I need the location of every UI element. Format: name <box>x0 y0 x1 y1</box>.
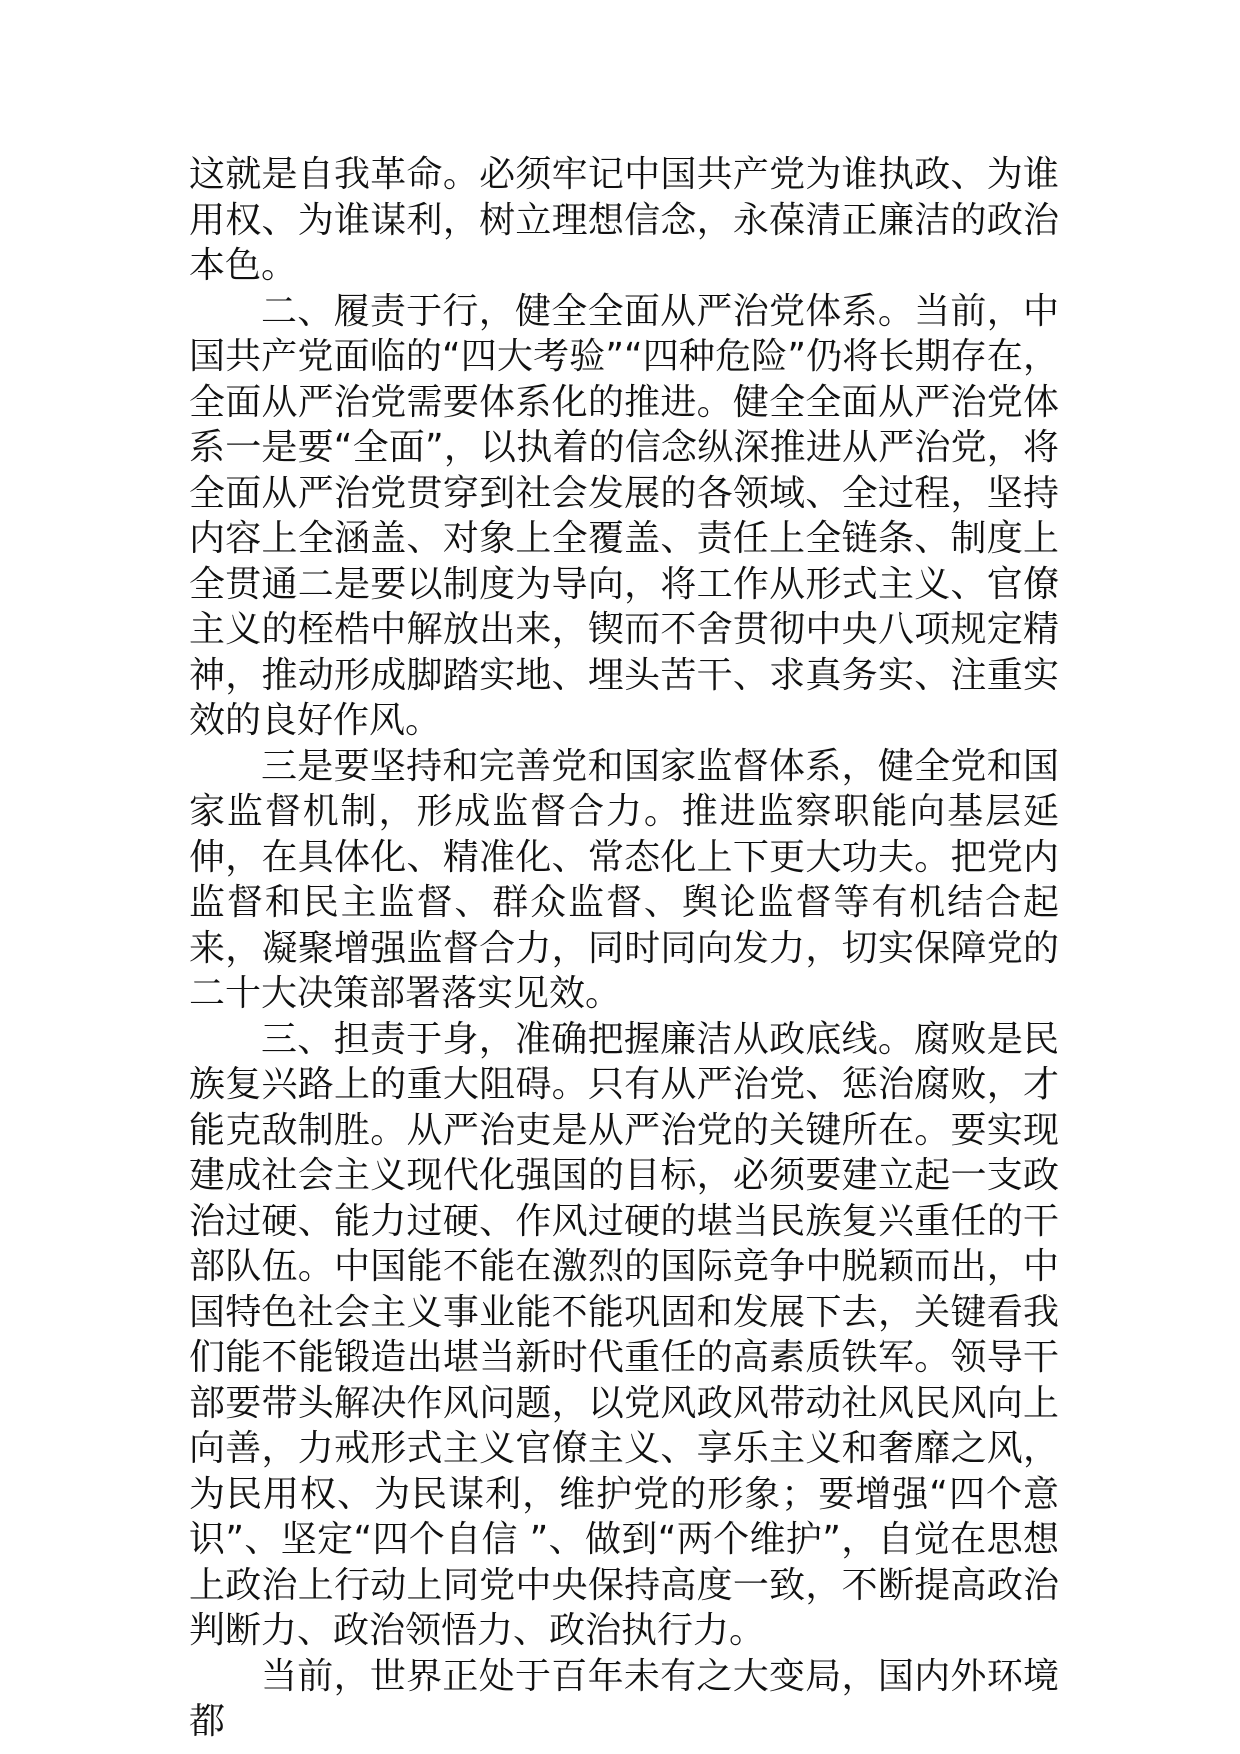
paragraph-supervision-system: 三是要坚持和完善党和国家监督体系，健全党和国家监督机制，形成监督合力。推进监察职能向基层延伸，在具体化、精准化、常态化上下更大功夫。把党内监督和民主监督、群众监督、舆论监督等有机结合起来，凝聚增强监督合力，同时同向发力，切实保障党的二十大决策部署落实见效。 <box>189 745 1059 1014</box>
paragraph-continuation: 这就是自我革命。必须牢记中国共产党为谁执政、为谁用权、为谁谋利，树立理想信念，永葆清正廉洁的政治本色。 <box>189 154 1059 286</box>
document-body <box>189 152 1059 1745</box>
paragraph-current-situation: 当前，世界正处于百年未有之大变局，国内外环境都 <box>189 1655 1059 1742</box>
paragraph-section-two: 二、履责于行，健全全面从严治党体系。当前，中国共产党面临的“四大考验”“四种危险”仍将长期存在，全面从严治党需要体系化的推进。健全全面从严治党体系一是要“全面”，以执着的信念纵深推进从严治党，将全面从严治党贯穿到社会发展的各领域、全过程，坚持内容上全涵盖、对象上全覆盖、责任上全链条、制度上全贯通二是要以制度为导向，将工作从形式主义、官僚主义的桎梏中解放出来，锲而不舍贯彻中央八项规定精神，推动形成脚踏实地、埋头苦干、求真务实、注重实效的良好作风。 <box>189 290 1059 741</box>
paragraph-section-three: 三、担责于身，准确把握廉洁从政底线。腐败是民族复兴路上的重大阻碍。只有从严治党、惩治腐败，才能克敌制胜。从严治吏是从严治党的关键所在。要实现建成社会主义现代化强国的目标，必须要建立起一支政治过硬、能力过硬、作风过硬的堪当民族复兴重任的干部队伍。中国能不能在激烈的国际竞争中脱颖而出，中国特色社会主义事业能不能巩固和发展下去，关键看我们能不能锻造出堪当新时代重任的高素质铁军。领导干部要带头解决作风问题，以党风政风带动社风民风向上向善，力戒形式主义官僚主义、享乐主义和奢靡之风，为民用权、为民谋利，维护党的形象；要增强“四个意识”、坚定“四个自信 ”、做到“两个维护”，自觉在思想上政治上行动上同党中央保持高度一致，不断提高政治判断力、政治领悟力、政治执行力。 <box>189 1018 1059 1651</box>
